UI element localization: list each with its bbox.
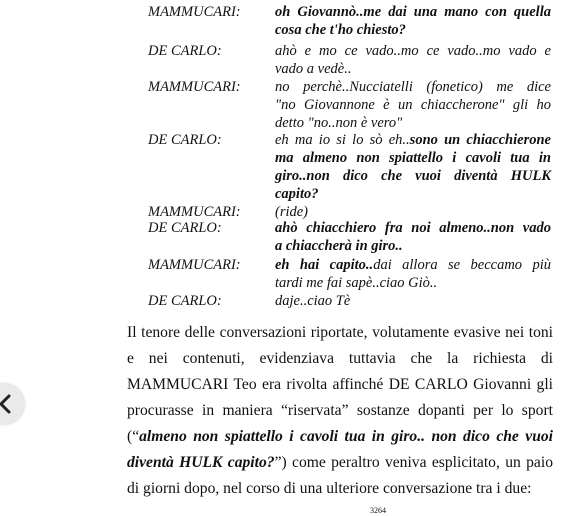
paragraph-line bbox=[127, 424, 553, 450]
speech-line bbox=[275, 115, 402, 133]
speech-text: (ride) bbox=[275, 204, 309, 220]
speech-line bbox=[275, 186, 319, 204]
paragraph-line bbox=[127, 398, 553, 424]
previous-page-button[interactable] bbox=[0, 384, 24, 424]
speaker-name: MAMMUCARI: bbox=[148, 257, 241, 273]
chevron-left-icon bbox=[0, 394, 12, 414]
speech-text: capito? bbox=[275, 186, 319, 202]
paragraph-line bbox=[127, 372, 553, 398]
speech-text: ma almeno non spiattello i cavoli tua in bbox=[275, 150, 551, 166]
paragraph-text: almeno non spiattello i cavoli tua in giro.. non dico che vuoi bbox=[139, 428, 553, 445]
paragraph-text: Il tenore delle conversazioni riportate, volutamente evasive nei toni bbox=[127, 324, 553, 341]
speech-text: giro..non dico che vuoi diventà HULK bbox=[275, 168, 551, 184]
paragraph-text: diventà HULK capito? bbox=[127, 454, 275, 471]
speech-line bbox=[275, 22, 406, 40]
speech-line bbox=[275, 150, 551, 168]
speaker-name: MAMMUCARI: bbox=[148, 79, 241, 95]
speech-text: ahò chiacchiero fra noi almeno..non vado bbox=[275, 220, 551, 236]
paragraph-text: ”) come peraltro veniva esplicitato, un paio bbox=[274, 454, 553, 471]
speech-text: a chiaccherà in giro.. bbox=[275, 238, 403, 254]
speech-text: vado a vedè.. bbox=[275, 61, 352, 77]
speech-line bbox=[275, 275, 437, 293]
speech-line bbox=[275, 168, 551, 186]
speech-line bbox=[275, 204, 308, 222]
speech-line bbox=[275, 293, 350, 311]
paragraph-line bbox=[127, 450, 553, 476]
paragraph-text: di giorni dopo, nel corso di una ulteriore conversazione tra i due: bbox=[127, 480, 532, 497]
speech-text: daje..ciao Tè bbox=[275, 293, 351, 309]
speech-line bbox=[275, 238, 403, 256]
speech-line bbox=[275, 132, 551, 150]
speech-line bbox=[275, 97, 551, 115]
speech-line bbox=[275, 257, 551, 275]
footnote-marker: 3264 bbox=[370, 506, 386, 515]
paragraph-text: MAMMUCARI Teo era rivolta affinché DE CARLO Giovanni gli bbox=[127, 376, 553, 393]
speaker-name: DE CARLO: bbox=[148, 43, 222, 59]
paragraph-text: e nei contenuti, evidenziava tuttavia che la richiesta di bbox=[127, 350, 553, 367]
speaker-name: MAMMUCARI: bbox=[148, 4, 241, 20]
speech-text: sono un chiacchierone bbox=[409, 132, 551, 148]
speech-text: ahò e mo ce vado..mo ce vado..mo vado e bbox=[275, 43, 551, 59]
paragraph-line bbox=[127, 320, 553, 346]
paragraph-text: procurasse in maniera “riservata” sostanze dopanti per lo sport bbox=[127, 402, 553, 419]
speech-text: cosa che t'ho chiesto? bbox=[275, 22, 406, 38]
speaker-name: DE CARLO: bbox=[148, 132, 222, 148]
speaker-name: DE CARLO: bbox=[148, 220, 222, 236]
speaker-name: MAMMUCARI: bbox=[148, 204, 241, 220]
speech-line bbox=[275, 79, 551, 97]
speech-text: oh Giovannò..me dai una mano con quella bbox=[275, 4, 551, 20]
paragraph-line bbox=[127, 476, 553, 502]
paragraph-line bbox=[127, 346, 553, 372]
speech-line bbox=[275, 220, 551, 238]
paragraph-text: (“ bbox=[127, 428, 140, 445]
speech-text: no perchè..Nucciatelli (fonetico) me dice bbox=[275, 79, 551, 95]
speech-text: dai allora se beccamo più bbox=[373, 257, 551, 273]
speech-text: detto "no..non è vero" bbox=[275, 115, 403, 131]
speech-text: tardi me fai sapè..ciao Giò.. bbox=[275, 275, 438, 291]
speech-text: eh ma io si lo sò eh.. bbox=[275, 132, 410, 148]
speech-text: eh hai capito.. bbox=[275, 257, 374, 273]
speech-text: "no Giovannone è un chiaccherone" gli ho bbox=[275, 97, 551, 113]
speech-line bbox=[275, 43, 551, 61]
speech-line bbox=[275, 61, 352, 79]
speech-line bbox=[275, 4, 551, 22]
speaker-name: DE CARLO: bbox=[148, 293, 222, 309]
